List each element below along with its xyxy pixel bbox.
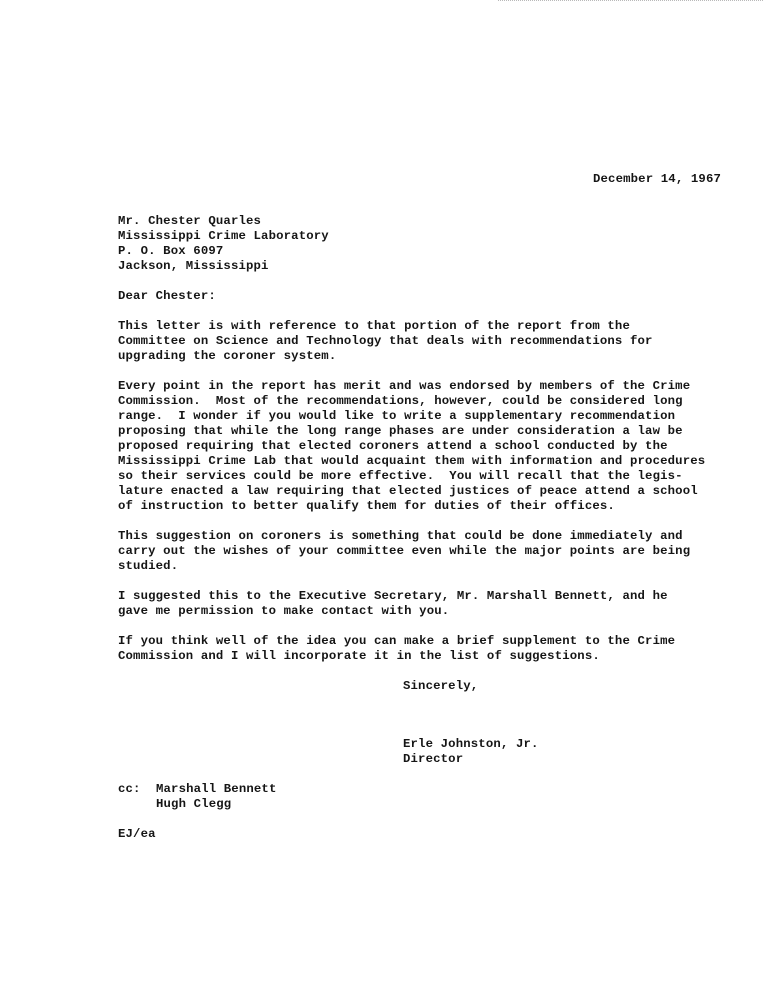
cc-label: cc: <box>118 782 141 796</box>
cc-name: Marshall Bennett <box>156 782 277 796</box>
page-edge-dots <box>498 0 763 1</box>
paragraph-line: This suggestion on coroners is something that could be done immediately and <box>118 529 683 543</box>
paragraph-line: Committee on Science and Technology that deals with recommendations for <box>118 334 653 348</box>
paragraph-line: carry out the wishes of your committee even while the major points are being <box>118 544 691 558</box>
paragraph-line: Every point in the report has merit and was endorsed by members of the Crime <box>118 379 691 393</box>
recipient-name: Mr. Chester Quarles <box>118 214 262 228</box>
signer-title: Director <box>403 752 464 766</box>
closing: Sincerely, <box>403 679 479 693</box>
letter-date: December 14, 1967 <box>593 172 721 186</box>
paragraph-line: If you think well of the idea you can make a brief supplement to the Crime <box>118 634 676 648</box>
salutation: Dear Chester: <box>118 289 216 303</box>
recipient-box: P. O. Box 6097 <box>118 244 224 258</box>
paragraph-line: range. I wonder if you would like to write a supplementary recommendation <box>118 409 676 423</box>
paragraph-line: gave me permission to make contact with you. <box>118 604 450 618</box>
paragraph-line: upgrading the coroner system. <box>118 349 337 363</box>
signer-name: Erle Johnston, Jr. <box>403 737 539 751</box>
recipient-city: Jackson, Mississippi <box>118 259 269 273</box>
paragraph-line: so their services could be more effective. You will recall that the legis- <box>118 469 683 483</box>
paragraph-line: Mississippi Crime Lab that would acquaint them with information and procedures <box>118 454 706 468</box>
paragraph-line: of instruction to better qualify them for duties of their offices. <box>118 499 615 513</box>
reference-initials: EJ/ea <box>118 827 156 841</box>
paragraph-line: This letter is with reference to that portion of the report from the <box>118 319 630 333</box>
cc-name: Hugh Clegg <box>156 797 232 811</box>
paragraph-line: lature enacted a law requiring that elected justices of peace attend a school <box>118 484 698 498</box>
paragraph-line: studied. <box>118 559 179 573</box>
paragraph-line: proposed requiring that elected coroners attend a school conducted by the <box>118 439 668 453</box>
paragraph-line: Commission and I will incorporate it in the list of suggestions. <box>118 649 600 663</box>
paragraph-line: I suggested this to the Executive Secretary, Mr. Marshall Bennett, and he <box>118 589 668 603</box>
recipient-organization: Mississippi Crime Laboratory <box>118 229 329 243</box>
paragraph-line: Commission. Most of the recommendations, however, could be considered long <box>118 394 683 408</box>
paragraph-line: proposing that while the long range phases are under consideration a law be <box>118 424 683 438</box>
